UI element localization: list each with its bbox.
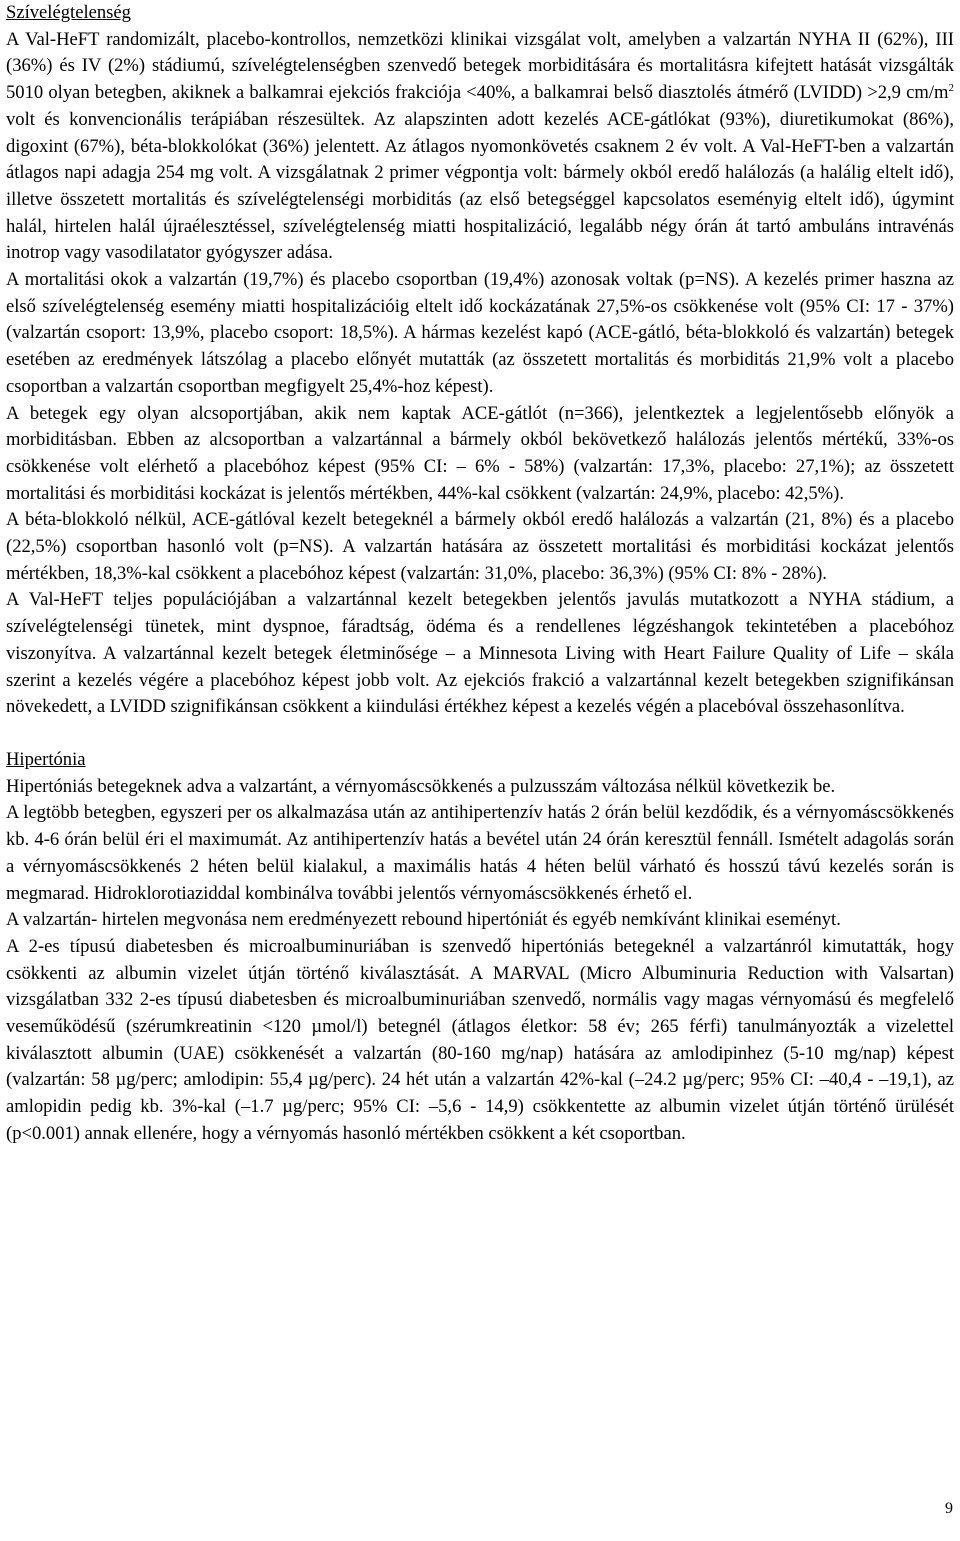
paragraph-no-betablocker-subgroup: A béta-blokkoló nélkül, ACE-gátlóval kezelt betegeknél a bármely okból eredő halálozás a valzartán (21, 8%) és a placebo (22,5%) csoportban hasonló volt (p=NS). A valzartán hatására az összetett mortalitási és morbiditási kockázat jelentős mértékben, 18,3%-kal csökkent a placebóhoz képest (valzartán: 31,0%, placebo: 36,3%) (95% CI: 8% - 28%).	[6, 509, 954, 584]
section-spacer	[6, 721, 954, 747]
paragraph-antihypertensive-effect: A legtöbb betegben, egyszeri per os alkalmazása után az antihipertenzív hatás 2 órán belül kezdődik, és a vérnyomáscsökkenés kb. 4-6 órán belül éri el maximumát. Az antihipertenzív hatás a bevétel után 24 órán keresztül fennáll. Ismételt adagolás során a vérnyomáscsökkenés 2 héten belül kialakul, a maximális hatás 4 héten belül várható és hosszú távú kezelés során is megmarad. Hidroklorotiaziddal kombinálva további jelentős vérnyomáscsökkenés érhető el.	[6, 802, 954, 904]
document-page	[6, 0, 954, 1148]
section-heading-hypertension: Hipertónia	[6, 748, 86, 770]
paragraph-mortality-causes: A mortalitási okok a valzartán (19,7%) és placebo csoportban (19,4%) azonosak voltak (p=NS). A kezelés primer haszna az első szívelégtelenség esemény miatti hospitalizációig eltelt idő kockázatának 27,5%-os csökkenése volt (95% CI: 17 - 37%) (valzartán csoport: 13,9%, placebo csoport: 18,5%). A hármas kezelést kapó (ACE-gátló, béta-blokkoló és valzartán) betegek esetében az eredmények látszólag a placebo előnyét mutatták (az összetett mortalitás és morbiditás 21,9% volt a placebo csoportban a valzartán csoportban megfigyelt 25,4%-hoz képest).	[6, 269, 954, 397]
paragraph-hypertension-intro: Hipertóniás betegeknek adva a valzartánt, a vérnyomáscsökkenés a pulzusszám változása nélkül következik be.	[6, 775, 836, 797]
paragraph-withdrawal: A valzartán- hirtelen megvonása nem eredményezett rebound hipertóniát és egyéb nemkívánt klinikai eseményt.	[6, 909, 841, 931]
superscript: 2	[948, 82, 954, 95]
paragraph-valheft-design-text: A Val-HeFT randomizált, placebo-kontrollos, nemzetközi klinikai vizsgálat volt, amelyben a valzartán NYHA II (62%), III (36%) és IV (2%) stádiumú, szívelégtelenségben szenvedő betegek morbiditására és mortalitásra kifejtett hatását vizsgálták 5010 olyan betegben, akiknek a balkamrai ejekciós frakciója <40%, a balkamrai belső diasztolés átmérő (LVIDD) >2,9 cm/m	[6, 28, 954, 104]
paragraph-marval-study: A 2-es típusú diabetesben és microalbuminuriában is szenvedő hipertóniás betegeknél a valzartánról kimutatták, hogy csökkenti az albumin vizelet útján történő kiválasztását. A MARVAL (Micro Albuminuria Reduction with Valsartan) vizsgálatban 332 2-es típusú diabetesben és microalbuminuriában szenvedő, normális vagy magas vérnyomású és megfelelő veseműködésű (szérumkreatinin <120 µmol/l) betegnél (átlagos életkor: 58 év; 265 férfi) tanulmányozták a vizelettel kiválasztott albumin (UAE) csökkenését a valzartán (80-160 mg/nap) hatására az amlodipinhez (5-10 mg/nap) képest (valzartán: 58 µg/perc; amlodipin: 55,4 µg/perc). 24 hét után a valzartán 42%-kal (–24.2 µg/perc; 95% CI: –40,4 - –19,1), az amlopidin pedig kb. 3%-kal (–1.7 µg/perc; 95% CI: –5,6 - 14,9) csökkentette az albumin vizelet útján történő ürülését (p<0.001) annak ellenére, hogy a vérnyomás hasonló mértékben csökkent a két csoportban.	[6, 935, 954, 1144]
section-heading-heart-failure: Szívelégtelenség	[6, 2, 131, 23]
paragraph-valheft-design-tail: volt és konvencionális terápiában részesültek. Az alapszinten adott kezelés ACE-gátlókat (93%), diuretikumokat (86%), digoxint (67%), béta-blokkolókat (36%) jelentett. Az átlagos nyomonkövetés csaknem 2 év volt. A Val-HeFT-ben a valzartán átlagos napi adagja 254 mg volt. A vizsgálatnak 2 primer végpontja volt: bármely okból eredő halálozás (a halálig eltelt idő), illetve összetett mortalitás és szívelégtelenségi morbiditás (az első betegséggel kapcsolatos eseményig eltelt idő), úgymint halál, hirtelen halál újraélesztéssel, szívelégtelenség miatti hospitalizáció, legalább négy órán át tartó ambuláns intravénás inotrop vagy vasodilatator gyógyszer adása.	[6, 108, 954, 264]
paragraph-valheft-design	[6, 27, 954, 267]
paragraph-nyha-improvement: A Val-HeFT teljes populációjában a valzartánnal kezelt betegekben jelentős javulás mutatkozott a NYHA stádium, a szívelégtelenségi tünetek, mint dyspnoe, fáradtság, ödéma és a rendellenes légzéshangok tekintetében a placebóhoz viszonyítva. A valzartánnal kezelt betegek életminősége – a Minnesota Living with Heart Failure Quality of Life – skála szerint a kezelés végére a placebóhoz képest jobb volt. Az ejekciós frakció a valzartánnal kezelt betegekben szignifikánsan növekedett, a LVIDD szignifikánsan csökkent a kiindulási értékhez képest a kezelés végén a placebóval összehasonlítva.	[6, 589, 954, 718]
paragraph-no-ace-subgroup: A betegek egy olyan alcsoportjában, akik nem kaptak ACE-gátlót (n=366), jelentkeztek a legjelentősebb előnyök a morbiditásban. Ebben az alcsoportban a valzartánnal a bármely okból bekövetkező halálozás jelentős mértékű, 33%-os csökkenése volt elérhető a placebóhoz képest (95% CI: – 6% - 58%) (valzartán: 17,3%, placebo: 27,1%); az összetett mortalitási és morbiditási kockázat is jelentős mértékben, 44%-kal csökkent (valzartán: 24,9%, placebo: 42,5%).	[6, 402, 954, 504]
page-number: 9	[945, 1500, 953, 1517]
